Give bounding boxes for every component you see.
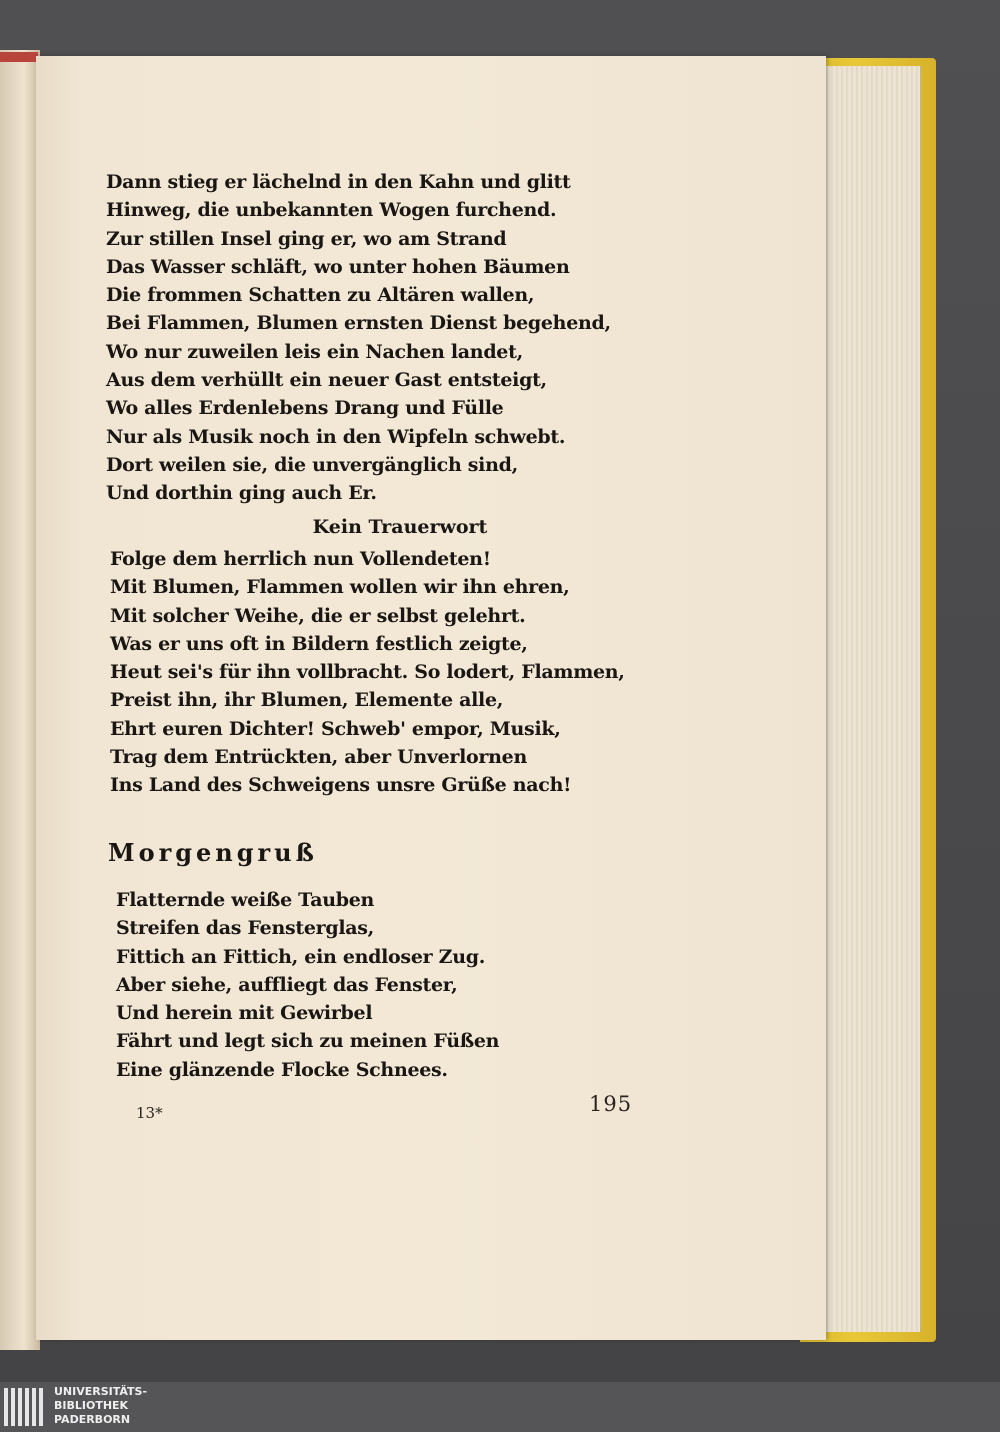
poem-line: Dort weilen sie, die unvergänglich sind, [106,453,518,476]
poem-line: Trag dem Entrückten, aber Unverlornen [110,746,527,769]
poem-line: Mit Blumen, Flammen wollen wir ihn ehren, [110,576,570,599]
library-footer-bar [0,1382,1000,1432]
poem-line: Fittich an Fittich, ein endloser Zug. [116,945,486,968]
poem-stanza-2 [110,545,625,800]
poem-line: Folge dem herrlich nun Vollendeten! [110,548,491,570]
poem-line: Fährt und legt sich zu meinen Füßen [116,1030,500,1053]
library-name [54,1385,147,1427]
library-name-line: BIBLIOTHEK [54,1399,129,1412]
poem-line: Bei Flammen, Blumen ernsten Dienst begehend, [106,312,611,335]
library-logo-icon [4,1388,44,1426]
library-name-line: UNIVERSITÄTS- [54,1385,148,1398]
poem-line: Eine glänzende Flocke Schnees. [116,1058,448,1081]
left-page-edge [0,50,40,1350]
bleed-through-text [612,160,752,1030]
poem-line: Das Wasser schläft, wo unter hohen Bäumen [106,255,570,278]
poem-line: Und dorthin ging auch Er. [106,482,377,505]
library-name-line: PADERBORN [54,1413,131,1426]
poem-line: Nur als Musik noch in den Wipfeln schwebt. [106,425,566,448]
poem-line: Die frommen Schatten zu Altären wallen, [106,284,535,307]
poem-line: Preist ihn, ihr Blumen, Elemente alle, [110,689,504,712]
poem-line: Wo alles Erdenlebens Drang und Fülle [106,397,504,420]
poem-line: Zur stillen Insel ging er, wo am Strand [106,227,507,250]
poem-stanza-1 [106,168,611,508]
poem-line: Aus dem verhüllt ein neuer Gast entsteigt, [106,369,547,392]
poem-line: Aber siehe, auffliegt das Fenster, [116,973,458,996]
page-number: 195 [589,1092,633,1116]
bookmark-ribbon [0,52,38,62]
poem-line: Was er uns oft in Bildern festlich zeigte, [110,632,528,655]
poem-line: Flatternde weiße Tauben [116,889,375,911]
poem-line: Streifen das Fensterglas, [116,917,374,940]
poem-title: Morgengruß [108,838,318,867]
signature-mark: 13* [136,1104,163,1122]
poem-line: Mit solcher Weihe, die er selbst gelehrt. [110,604,526,627]
poem-line: Hinweg, die unbekannten Wogen furchend. [106,199,557,222]
poem-subtitle: Kein Trauerwort [312,516,488,538]
poem-line: Heut sei's für ihn vollbracht. So lodert, Flammen, [110,661,625,684]
poem-line: Und herein mit Gewirbel [116,1002,373,1025]
poem-morgengruss [116,886,499,1084]
poem-line: Wo nur zuweilen leis ein Nachen landet, [106,340,523,363]
poem-line: Dann stieg er lächelnd in den Kahn und glitt [106,171,571,193]
poem-line: Ins Land des Schweigens unsre Grüße nach! [110,774,572,797]
poem-line: Ehrt euren Dichter! Schweb' empor, Musik, [110,717,561,740]
